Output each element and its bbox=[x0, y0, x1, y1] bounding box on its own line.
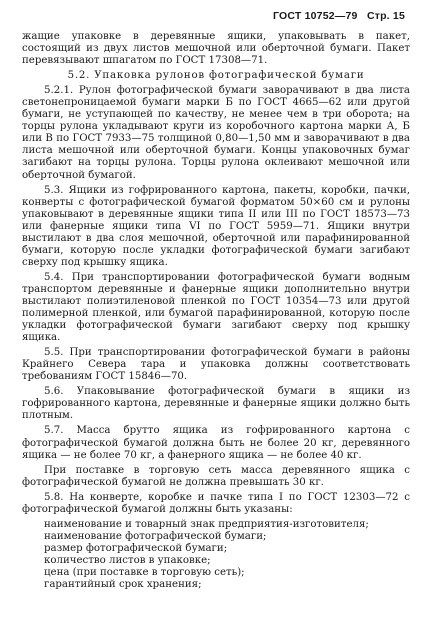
list-item: наименование фотографической бумаги; bbox=[44, 530, 267, 542]
paragraph-5-5: 5.5. При транспортировании фотографической бумаги в районы Крайнего Севера тара и упаковка должны соответствовать требованиям ГОСТ 15846—70. bbox=[22, 347, 410, 383]
paragraph-5-7: 5.7. Масса брутто ящика из гофрированного картона с фотографической бумагой должна быть не более 20 кг, деревянного ящика — не более 70 кг, а фанерного ящика — не более 40 кг. bbox=[22, 425, 410, 461]
list-item: наименование и товарный знак предприятия-изготовителя; bbox=[44, 518, 369, 530]
list-item: количество листов в упаковке; bbox=[44, 554, 211, 566]
list-item: цена (при поставке в торговую сеть); bbox=[44, 566, 245, 578]
gost-number: ГОСТ 10752—79 bbox=[272, 10, 358, 22]
paragraph-5-8: 5.8. На конверте, коробке и пачке типа I по ГОСТ 12303—72 с фотографической бумагой должны быть указаны: bbox=[22, 491, 410, 515]
paragraph-5-6: 5.6. Упаковывание фотографической бумаги в ящики из гофрированного картона, деревянные и фанерные ящики должно быть плотным. bbox=[22, 386, 410, 422]
paragraph-5-2-1: 5.2.1. Рулон фотографической бумаги заворачивают в два листа светонепроницаемой бумаги марки Б по ГОСТ 4665—62 или другой бумаги, не уступающей по качеству, не менее чем в три оборота; на торцы рулона укладывают круги из коробочного картона марки А, Б или В по ГОСТ 7933—75 толщиной 0,80—1,50 мм и заворачивают в два листа мешочной или оберточной бумаги. Концы упаковочных бумаг загибают на торцы рулона. Торцы рулона оклеивают мешочной или оберточной бумагой. bbox=[22, 85, 410, 181]
header-separator bbox=[361, 10, 364, 22]
document-body bbox=[22, 31, 410, 591]
page-number: Стр. 15 bbox=[366, 10, 405, 22]
paragraph-5-3: 5.3. Ящики из гофрированного картона, пакеты, коробки, пачки, конверты с фотографической бумагой форматом 50×60 см и рулоны упаковывают в деревянные ящики типа II или III по ГОСТ 18573—73 или фанерные ящики типа VI по ГОСТ 5959—71. Ящики внутри выстилают в два слоя мешочной, оберточной или парафинированной бумаги, которую после укладки фотографической бумаги загибают сверху под крышку ящика. bbox=[22, 184, 410, 268]
section-heading: 5.2. Упаковка рулонов фотографической бумаги bbox=[67, 70, 365, 82]
paragraph-5-4: 5.4. При транспортировании фотографической бумаги водным транспортом деревянные и фанерные ящики дополнительно внутри выстилают полиэтиленовой пленкой по ГОСТ 10354—73 или другой полимерной пленкой, или бумагой парафинированной, которую после укладки фотографической бумаги загибают сверху под крышку ящика. bbox=[22, 271, 410, 344]
paragraph-continuation: жащие упаковке в деревянные ящики, упаковывать в пакет, состоящий из двух листов мешочной или оберточной бумаги. Пакет перевязывают шпагатом по ГОСТ 17308—71. bbox=[22, 31, 410, 67]
list-item: гарантийный срок хранения; bbox=[44, 579, 202, 591]
list-item: размер фотографической бумаги; bbox=[44, 542, 228, 554]
paragraph-retail-mass: При поставке в торговую сеть масса деревянного ящика с фотографической бумагой не должна превышать 30 кг. bbox=[22, 464, 410, 488]
marking-list bbox=[22, 519, 410, 591]
page-header bbox=[273, 10, 405, 22]
